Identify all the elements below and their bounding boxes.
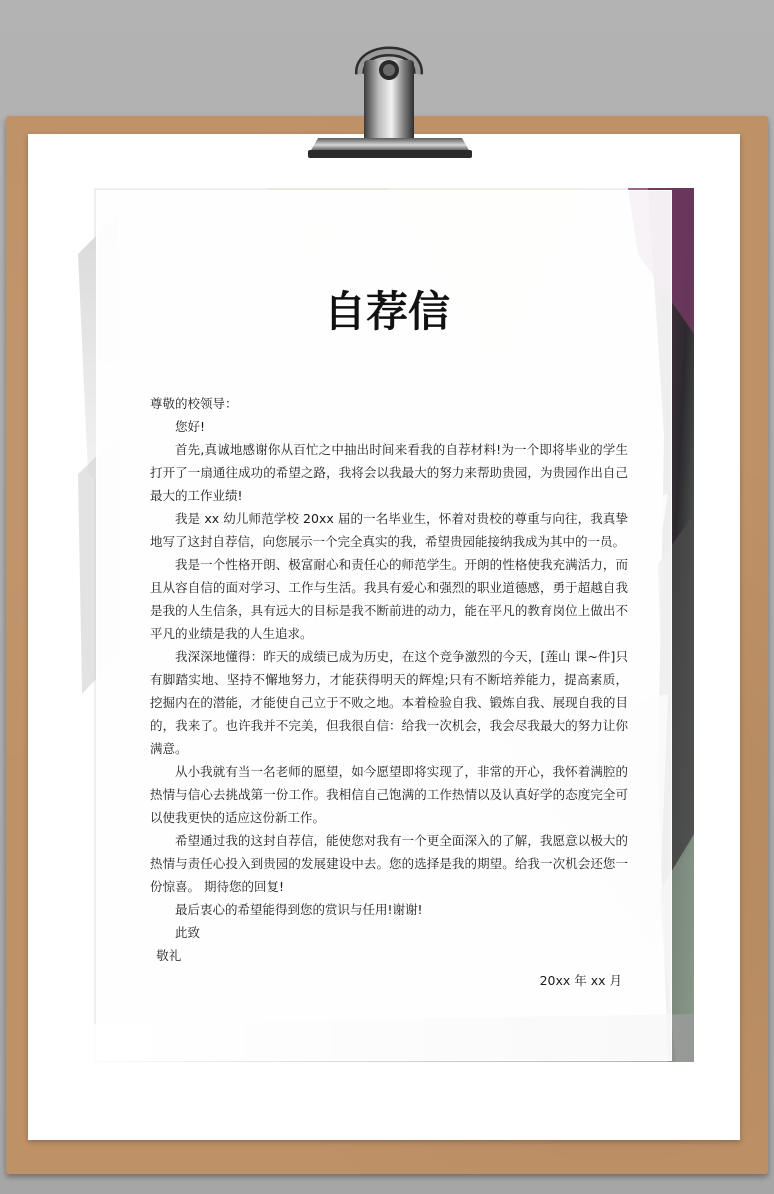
closing: 此致: [175, 925, 201, 940]
regards: 敬礼: [156, 948, 182, 963]
letter-body: [150, 392, 628, 992]
paragraph-7: 最后衷心的希望能得到您的赏识与任用!谢谢!: [175, 902, 423, 917]
letter-date: 20xx 年 xx 月: [539, 973, 622, 988]
letter-title: 自荐信: [323, 287, 450, 336]
paragraph-6: 希望通过我的这封自荐信，能使您对我有一个更全面深入的了解，我愿意以极大的热情与责任心投入到贵园的发展建设中去。您的选择是我的期望。给我一次机会还您一份惊喜。 期待您的回复!: [150, 833, 628, 894]
paragraph-5: 从小我就有当一名老师的愿望，如今愿望即将实现了，非常的开心，我怀着满腔的热情与信心去挑战第一份工作。我相信自己饱满的工作热情以及认真好学的态度完全可以使我更快的适应这份新工作。: [150, 764, 628, 825]
paragraph-4: 我深深地懂得：昨天的成绩已成为历史，在这个竞争激烈的今天，[莲山 课~件]只有脚踏实地、坚持不懈地努力，才能获得明天的辉煌;只有不断培养能力，提高素质，挖掘内在的潜能，才能使自己立于不败之地。本着检验自我、锻炼自我、展现自我的目的，我来了。也许我并不完美，但我很自信：给我一次机会，我会尽我最大的努力让你满意。: [150, 649, 628, 756]
binder-clip-icon: [300, 26, 480, 176]
salutation: 尊敬的校领导：: [150, 396, 238, 411]
paragraph-2: 我是 xx 幼儿师范学校 20xx 届的一名毕业生，怀着对贵校的尊重与向往，我真挚地写了这封自荐信，向您展示一个完全真实的我，希望贵园能接纳我成为其中的一员。: [150, 511, 628, 549]
paragraph-3: 我是一个性格开朗、极富耐心和责任心的师范学生。开朗的性格使我充满活力，而且从容自信的面对学习、工作与生活。我具有爱心和强烈的职业道德感，勇于超越自我是我的人生信条，具有远大的目标是我不断前进的动力，能在平凡的教育岗位上做出不平凡的业绩是我的人生追求。: [150, 557, 628, 641]
greeting: 您好!: [175, 419, 206, 434]
paragraph-1: 首先,真诚地感谢你从百忙之中抽出时间来看我的自荐材料!为一个即将毕业的学生打开了一扇通往成功的希望之路，我将会以我最大的努力来帮助贵园，为贵园作出自己最大的工作业绩!: [150, 442, 628, 503]
